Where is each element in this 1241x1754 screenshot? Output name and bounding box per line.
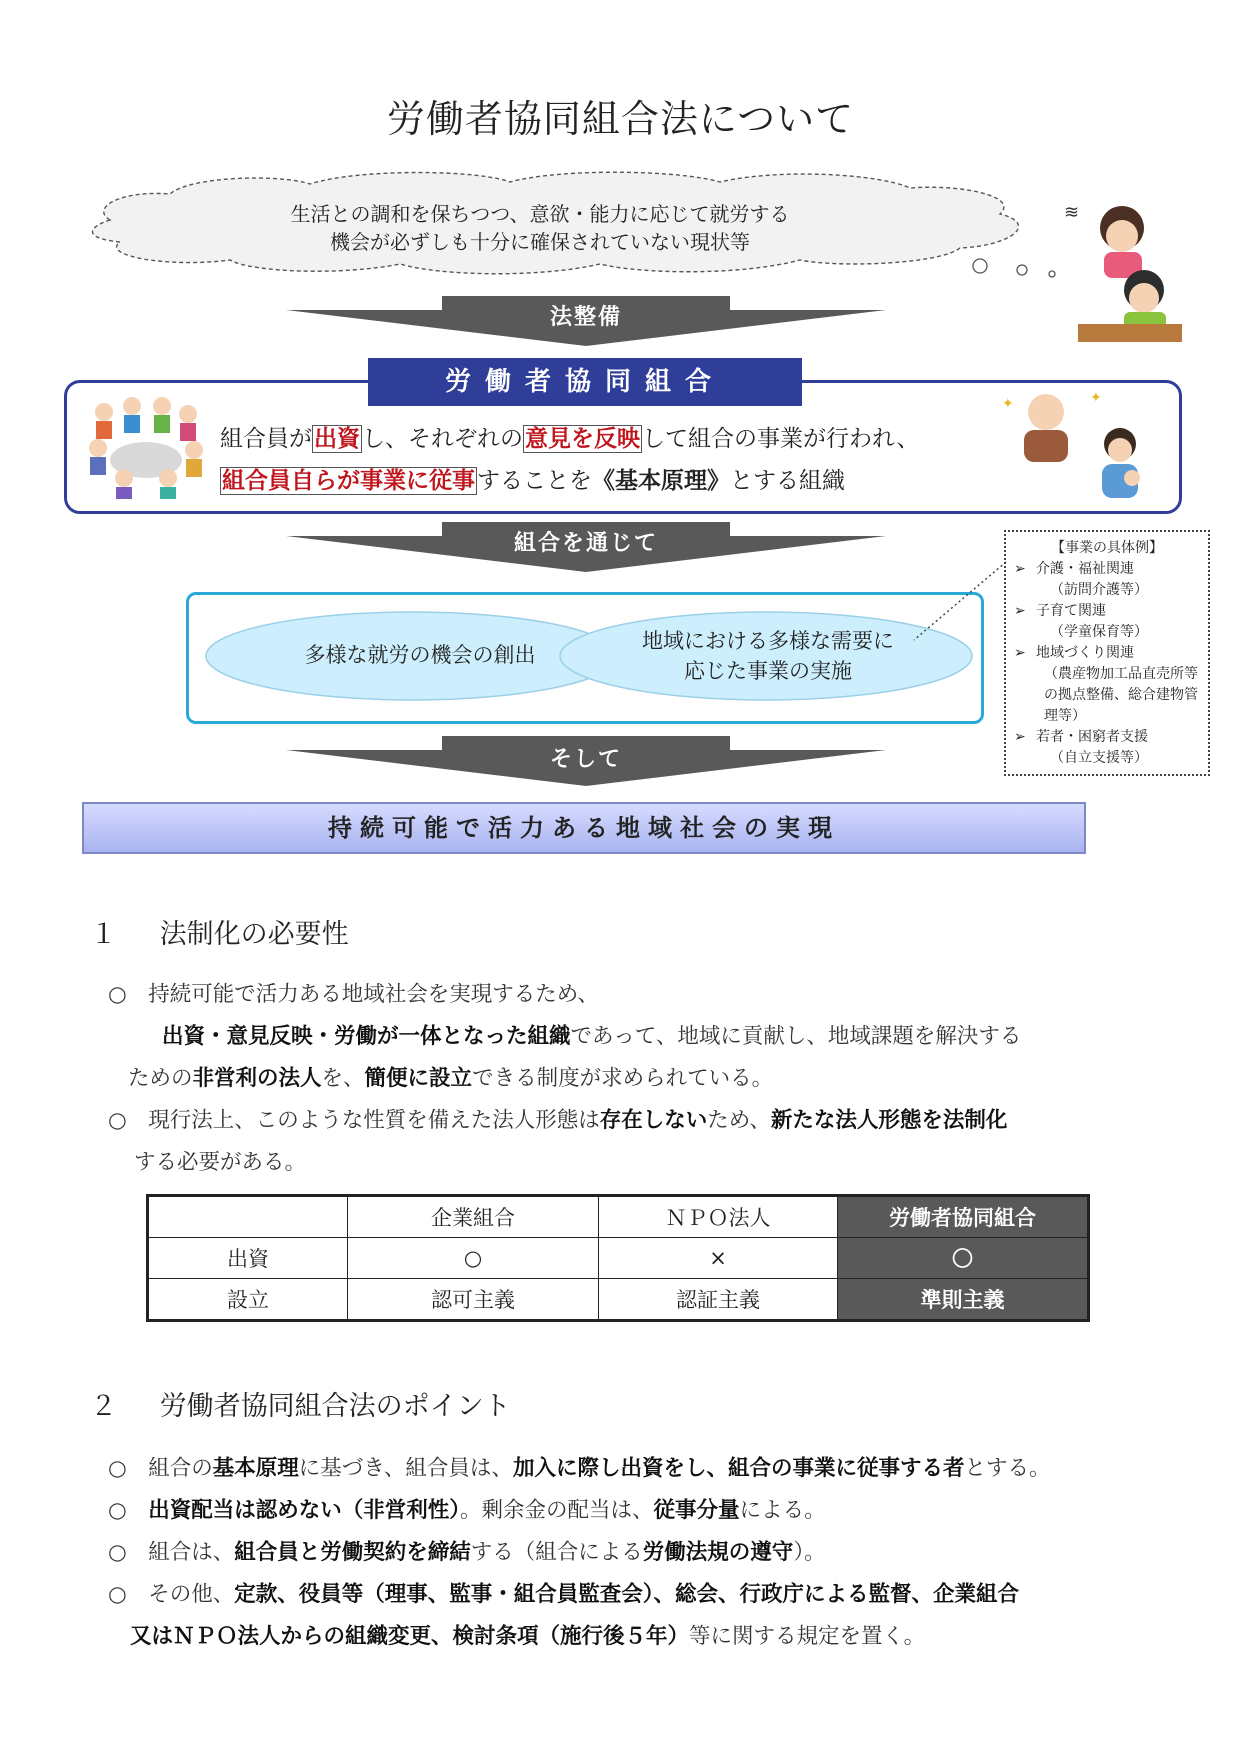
s1-text-2: ための bbox=[128, 1066, 193, 1091]
example-sub: （自立支援等） bbox=[1050, 750, 1148, 766]
table-header-cell bbox=[148, 1196, 348, 1238]
basic-principle-label: 《基本原理》 bbox=[592, 468, 730, 494]
examples-header: 【事業の具体例】 bbox=[1051, 540, 1163, 556]
svg-text:✦: ✦ bbox=[1002, 396, 1014, 412]
table-cell: ○ bbox=[348, 1238, 599, 1279]
s1-line-4 bbox=[108, 1100, 1168, 1142]
s1-bold-3: 簡便に設立 bbox=[364, 1066, 473, 1091]
s2-text: ○ 組合の bbox=[108, 1456, 213, 1481]
s2-bold: 定款、役員等（理事、監事・組合員監査会）、総会、行政庁による監督、企業組合 bbox=[234, 1582, 1020, 1607]
s1-bold-4: 存在しない bbox=[599, 1108, 708, 1133]
example-sub: （農産物加工品直売所等の拠点整備、総合建物管理等） bbox=[1044, 666, 1198, 724]
business-examples-box bbox=[1004, 530, 1210, 776]
s2-bold: 出資配当は認めない（非営利性） bbox=[148, 1498, 461, 1523]
example-item: ➢ 子育て関連 bbox=[1014, 601, 1200, 622]
table-cell: 〇 bbox=[838, 1238, 1089, 1279]
arrow-label-3: そして bbox=[549, 747, 622, 772]
s2-point-2 bbox=[108, 1490, 1188, 1532]
comparison-table bbox=[146, 1194, 1090, 1322]
s2-text: ○ bbox=[108, 1498, 149, 1523]
s1-line-3 bbox=[108, 1058, 1168, 1100]
table-cell: 認証主義 bbox=[599, 1279, 838, 1321]
table-header-cell: 企業組合 bbox=[348, 1196, 599, 1238]
s2-point-4 bbox=[108, 1574, 1188, 1616]
s1-line-2 bbox=[108, 1016, 1168, 1058]
section-1-heading bbox=[90, 912, 349, 951]
s1-bold-1: 出資・意見反映・労働が一体となった組織 bbox=[162, 1024, 571, 1049]
coop-banner: 労働者協同組合 bbox=[368, 358, 802, 406]
s2-bold: 労働法規の遵守 bbox=[642, 1540, 794, 1565]
highlight-engage: 組合員自らが事業に従事 bbox=[222, 468, 475, 494]
s1-line-1: ○ 持続可能で活力ある地域社会を実現するため、 bbox=[108, 982, 599, 1007]
s2-bold: 組合員と労働契約を締結 bbox=[234, 1540, 471, 1565]
s1-bold-5: 新たな法人形態を法制化 bbox=[770, 1108, 1008, 1133]
table-row bbox=[148, 1238, 1089, 1279]
section-2-title: 労働者協同組合法のポイント bbox=[159, 1391, 511, 1422]
table-header-cell: 労働者協同組合 bbox=[838, 1196, 1089, 1238]
table-header-row bbox=[148, 1196, 1089, 1238]
s1-text-6: ため、 bbox=[707, 1108, 771, 1133]
table-cell: × bbox=[599, 1238, 838, 1279]
principle-text-4: することを bbox=[477, 468, 592, 494]
section-2-body bbox=[108, 1448, 1188, 1658]
cloud-line-1: 生活との調和を保ちつつ、意欲・能力に応じて就労する bbox=[290, 202, 790, 226]
s2-text: する（組合による bbox=[470, 1540, 643, 1565]
principle-text-3: して組合の事業が行われ、 bbox=[642, 426, 920, 452]
table-cell: 設立 bbox=[148, 1279, 348, 1321]
s2-bold: 又はＮＰＯ法人からの組織変更、検討条項（施行後５年） bbox=[130, 1624, 690, 1649]
section-1-number: １ bbox=[90, 919, 117, 950]
s2-text: による。 bbox=[739, 1498, 826, 1523]
example-item: ➢ 若者・困窮者支援 bbox=[1014, 727, 1200, 748]
s1-text-1: であって、地域に貢献し、地域課題を解決する bbox=[570, 1024, 1022, 1049]
arrow-label-1: 法整備 bbox=[549, 305, 622, 330]
svg-text:✦: ✦ bbox=[1090, 390, 1102, 406]
arrow-label-2: 組合を通じて bbox=[513, 531, 658, 556]
table-header-cell: ＮＰＯ法人 bbox=[599, 1196, 838, 1238]
table-row bbox=[148, 1279, 1089, 1321]
cloud-line-2: 機会が必ずしも十分に確保されていない現状等 bbox=[330, 230, 750, 254]
s2-text: 等に関する規定を置く。 bbox=[689, 1624, 926, 1649]
outcome-left-text: 多様な就労の機会の創出 bbox=[304, 643, 536, 667]
highlight-investment: 出資 bbox=[314, 426, 360, 452]
section-2-heading bbox=[90, 1384, 511, 1423]
s2-text: ○ その他、 bbox=[108, 1582, 235, 1607]
section-1-body bbox=[108, 974, 1168, 1184]
principle-text-5: とする組織 bbox=[730, 468, 845, 494]
highlight-opinion: 意見を反映 bbox=[525, 426, 640, 452]
principle-text-2: し、それぞれの bbox=[362, 426, 523, 452]
dotted-connector bbox=[910, 560, 1010, 642]
meeting-illustration bbox=[84, 392, 209, 500]
section-2-number: ２ bbox=[90, 1391, 117, 1422]
basic-principle-text bbox=[220, 418, 1000, 502]
cloud-text bbox=[230, 200, 850, 256]
s2-text: とする。 bbox=[964, 1456, 1051, 1481]
principle-text-1: 組合員が bbox=[220, 426, 312, 452]
s1-text-4: できる制度が求められている。 bbox=[472, 1066, 774, 1091]
worried-family-illustration bbox=[1060, 196, 1185, 346]
s1-text-5: ○ 現行法上、このような性質を備えた法人形態は bbox=[108, 1108, 600, 1133]
s1-text-3: を、 bbox=[321, 1066, 365, 1091]
section-1-title: 法制化の必要性 bbox=[159, 919, 349, 950]
example-sub: （訪問介護等） bbox=[1050, 582, 1148, 598]
s2-point-3 bbox=[108, 1532, 1188, 1574]
s2-bold: 加入に際し出資をし、組合の事業に従事する者 bbox=[512, 1456, 965, 1481]
s2-bold: 基本原理 bbox=[212, 1456, 299, 1481]
s2-text: ）。 bbox=[793, 1540, 826, 1565]
example-item: ➢ 地域づくり関連 bbox=[1014, 643, 1200, 664]
s2-text: に基づき、組合員は、 bbox=[298, 1456, 513, 1481]
principle-line-1 bbox=[220, 418, 1000, 460]
table-cell: 出資 bbox=[148, 1238, 348, 1279]
table-cell: 準則主義 bbox=[838, 1279, 1089, 1321]
s2-point-4-cont bbox=[108, 1616, 1188, 1658]
s2-text: ○ 組合は、 bbox=[108, 1540, 235, 1565]
table-cell: 認可主義 bbox=[348, 1279, 599, 1321]
s1-line-5: する必要がある。 bbox=[134, 1150, 307, 1175]
s2-point-1 bbox=[108, 1448, 1188, 1490]
s2-bold: 従事分量 bbox=[653, 1498, 740, 1523]
principle-line-2 bbox=[220, 460, 1000, 502]
page-title: 労働者協同組合法について bbox=[386, 97, 855, 141]
goal-banner: 持続可能で活力ある地域社会の実現 bbox=[82, 802, 1086, 854]
s2-text: 。剰余金の配当は、 bbox=[460, 1498, 654, 1523]
outcome-right-line-1: 地域における多様な需要に bbox=[642, 629, 894, 653]
outcome-right-line-2: 応じた事業の実施 bbox=[684, 659, 852, 683]
example-item: ➢ 介護・福祉関連 bbox=[1014, 559, 1200, 580]
example-sub: （学童保育等） bbox=[1050, 624, 1148, 640]
s1-bold-2: 非営利の法人 bbox=[192, 1066, 322, 1091]
svg-text:≋: ≋ bbox=[1064, 202, 1080, 223]
outcome-right-text bbox=[588, 626, 948, 686]
members-illustration bbox=[1000, 386, 1170, 506]
